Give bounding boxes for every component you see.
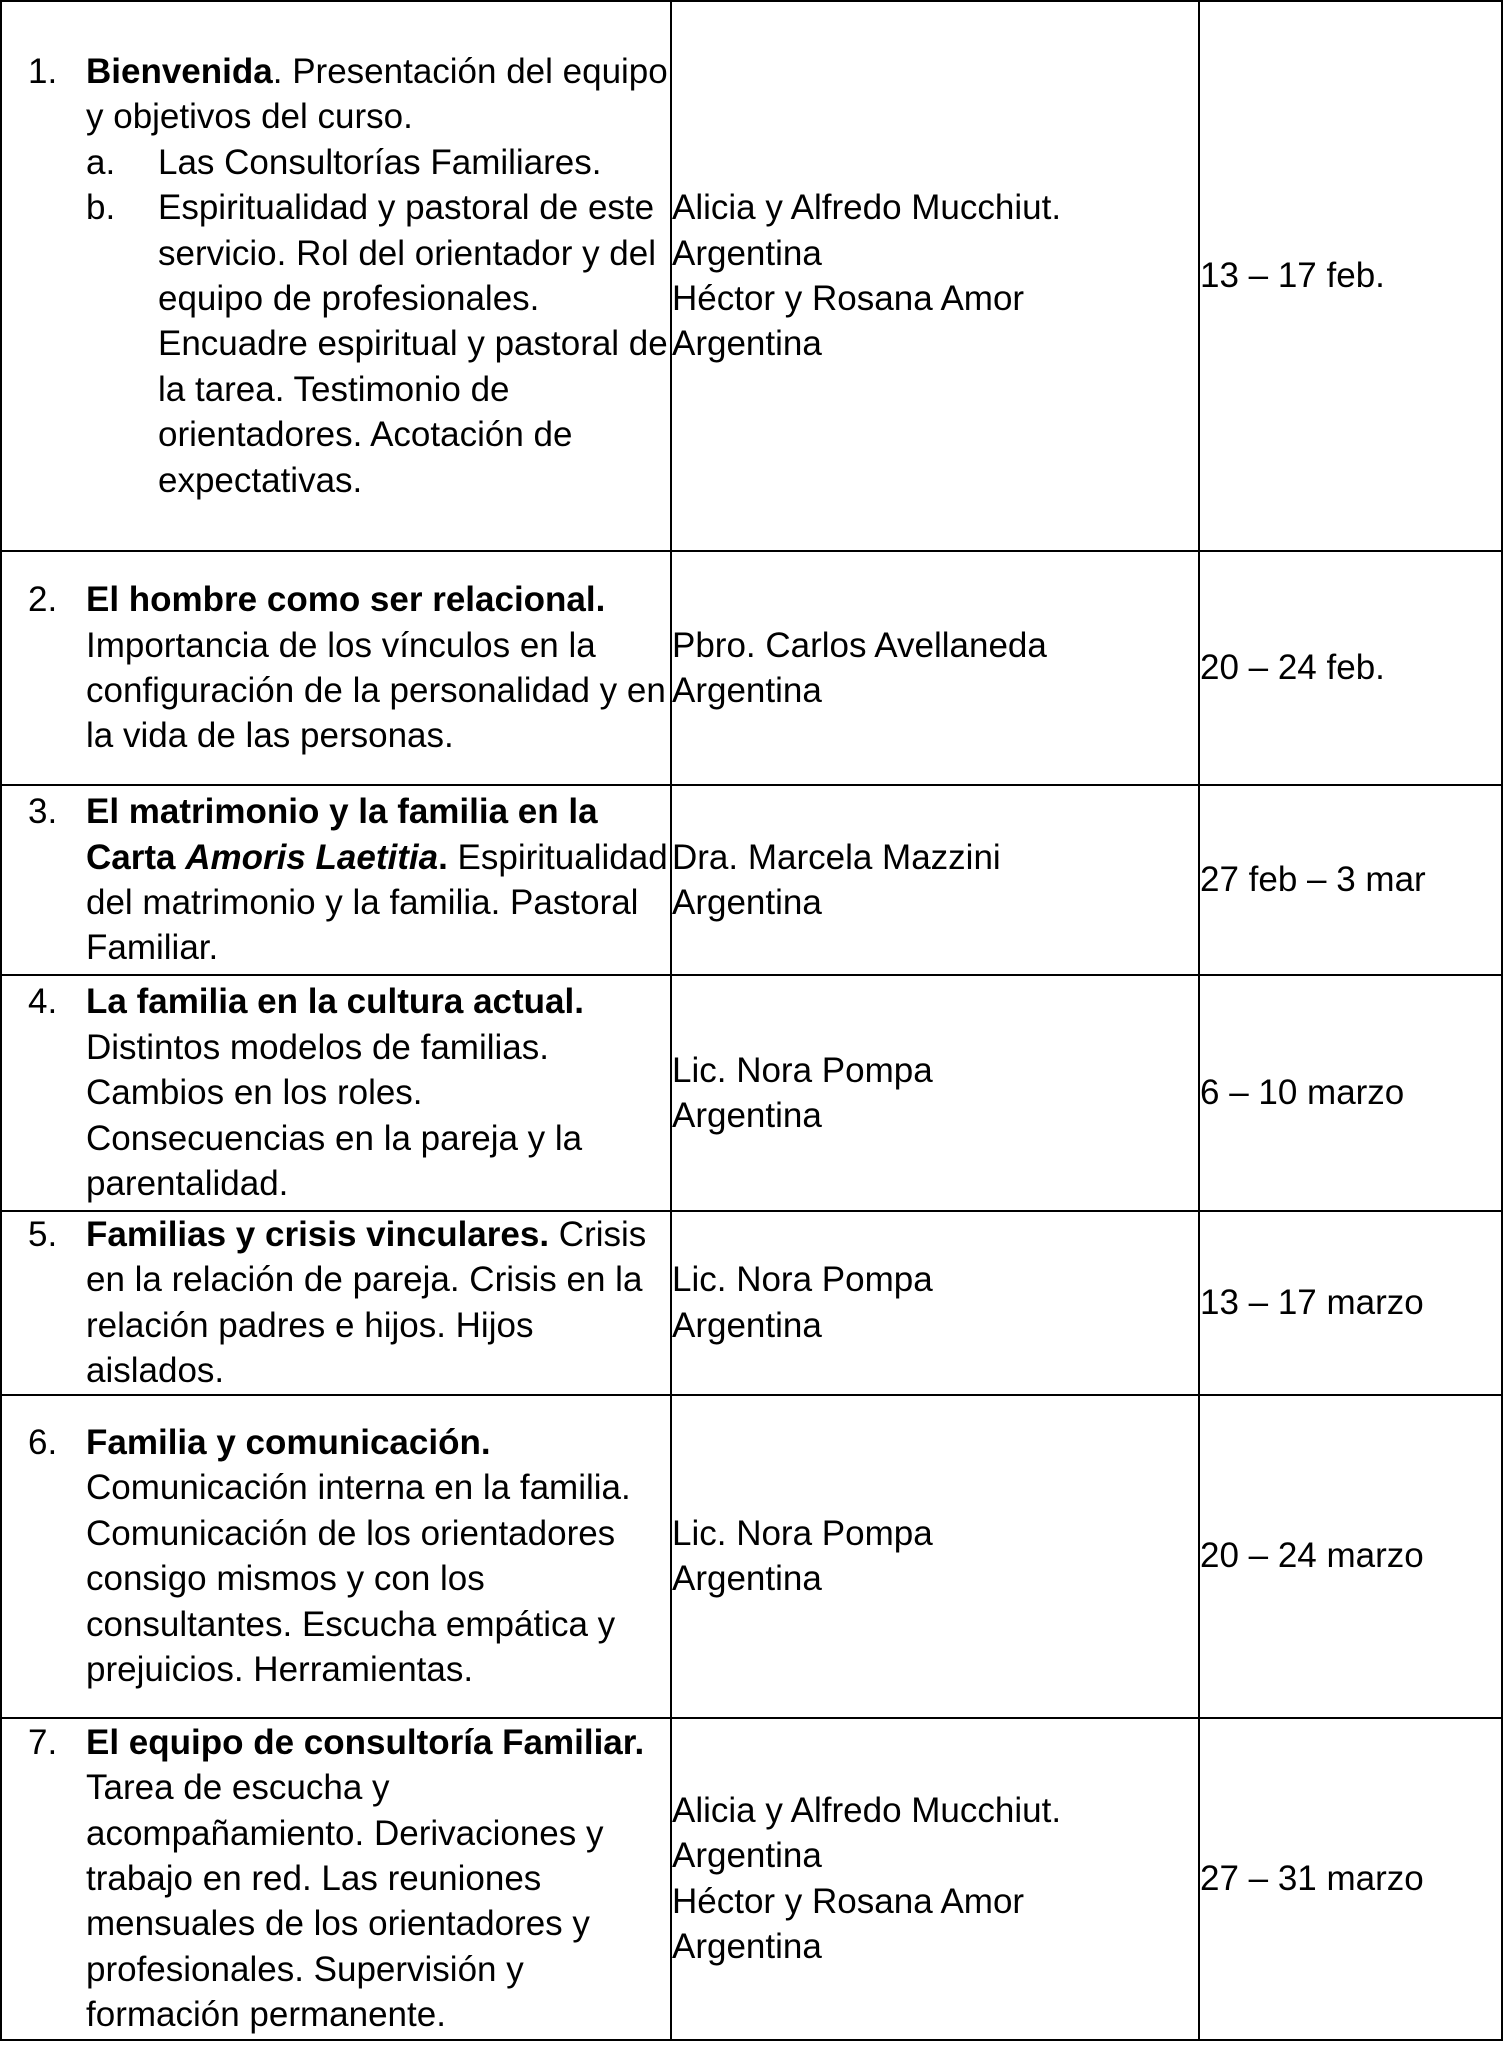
topic-number: 7. [28,1722,58,1762]
topic-cell [1,1211,671,1395]
topic-title: El matrimonio y la familia en la Carta Amoris Laetitia. [86,792,598,877]
topic-title: Familias y crisis vinculares. [86,1215,550,1254]
topic-item [2,1720,670,2038]
topic-title: Familia y comunicación. [86,1422,491,1462]
table-row [1,1718,1502,2040]
subitem-text: Espiritualidad y pastoral de este servicio. Rol del orientador y del equipo de profesionales. Encuadre espiritual y pastoral de la tarea. Testimonio de orientadores. Acotación de expectativas. [158,188,668,500]
topic-description [86,1720,670,2038]
topic-subitem [2,140,670,185]
dates-cell [1199,1395,1502,1718]
topic-text: Presentación del equipo y objetivos del curso. [86,51,668,137]
speaker-cell [671,1,1199,551]
topic-subitem [2,185,670,503]
schedule-body [1,1,1502,2040]
topic-description [86,1212,670,1394]
speaker-cell [671,975,1199,1211]
speaker-line: Argentina [672,671,822,710]
speaker-line: Lic. Nora Pompa [672,1050,933,1090]
topic-cell [1,1718,671,2040]
topic-item [2,1212,670,1394]
topic-number: 2. [28,580,58,620]
date-range: 13 – 17 feb. [1200,256,1385,296]
speaker-cell [671,1395,1199,1718]
topic-title: La familia en la cultura actual. [86,982,584,1022]
table-row [1,1211,1502,1395]
speaker-line: Argentina [672,1836,822,1876]
subitem-text: Las Consultorías Familiares. [158,142,602,182]
topic-text: Distintos modelos de familias. Cambios en los roles. Consecuencias en la pareja y la parentalidad. [86,1027,583,1204]
topic-text: Espiritualidad del matrimonio y la familia. Pastoral Familiar. [86,837,668,968]
speaker-line: Alicia y Alfredo Mucchiut. [672,188,1062,228]
speaker-line: Argentina [672,233,822,273]
topic-description [86,1420,670,1692]
dates-cell [1199,785,1502,975]
subitem-letter: b. [86,188,116,228]
topic-item [2,49,670,140]
date-range: 13 – 17 marzo [1200,1283,1424,1323]
speaker-cell [671,551,1199,785]
topic-number: 6. [28,1422,58,1462]
dates-cell [1199,975,1502,1211]
topic-number: 3. [28,792,58,832]
topic-title-end: . [272,51,283,91]
topic-description [86,577,670,759]
date-range: 6 – 10 marzo [1200,1073,1405,1113]
speaker-line: Lic. Nora Pompa [672,1260,933,1300]
table-row [1,975,1502,1211]
topic-cell [1,785,671,975]
topic-title: El hombre como ser relacional. [86,580,606,620]
topic-cell [1,551,671,785]
date-range: 27 feb – 3 mar [1200,860,1426,900]
topic-title: El equipo de consultoría Familiar. [86,1722,645,1762]
speaker-cell [671,1718,1199,2040]
subitem-letter: a. [86,142,116,182]
topic-item [2,577,670,759]
speaker-line: Pbro. Carlos Avellaneda [672,625,1047,665]
topic-text: Crisis en la relación de pareja. Crisis en la relación padres e hijos. Hijos aislados. [86,1215,647,1391]
speaker-line: Héctor y Rosana Amor [672,1881,1025,1921]
table-row [1,1395,1502,1718]
topic-number: 5. [28,1215,58,1254]
topic-title: Bienvenida [86,51,273,91]
speaker-line: Argentina [672,1927,822,1967]
dates-cell [1199,1718,1502,2040]
table-row [1,551,1502,785]
topic-number: 1. [28,51,58,91]
dates-cell [1199,551,1502,785]
topic-text: Tarea de escucha y acompañamiento. Derivaciones y trabajo en red. Las reuniones mensuales de los orientadores y profesionales. Supervisión y formación permanente. [86,1768,604,2035]
topic-text: Importancia de los vínculos en la configuración de la personalidad y en la vida de las personas. [86,625,666,756]
dates-cell [1199,1,1502,551]
topic-cell [1,1395,671,1718]
speaker-line: Argentina [672,1559,822,1599]
speaker-cell [671,785,1199,975]
speaker-line: Dra. Marcela Mazzini [672,837,1001,877]
topic-description [86,789,670,971]
date-range: 20 – 24 feb. [1200,648,1385,688]
topic-number: 4. [28,982,58,1022]
date-range: 27 – 31 marzo [1200,1858,1424,1898]
table-row [1,1,1502,551]
speaker-line: Alicia y Alfredo Mucchiut. [672,1790,1062,1830]
topic-description [86,979,670,1206]
topic-text: Comunicación interna en la familia. Comunicación de los orientadores consigo mismos y con los consultantes. Escucha empática y prejuicios. Herramientas. [86,1468,631,1689]
speaker-line: Argentina [672,1305,822,1345]
speaker-line: Lic. Nora Pompa [672,1513,933,1553]
topic-cell [1,1,671,551]
table-row [1,785,1502,975]
topic-cell [1,975,671,1211]
topic-item [2,789,670,971]
date-range: 20 – 24 marzo [1200,1536,1424,1576]
speaker-line: Argentina [672,1096,822,1135]
dates-cell [1199,1211,1502,1395]
speaker-line: Argentina [672,324,822,364]
topic-title-italic: Amoris Laetitia [185,837,439,877]
topic-description [86,49,670,140]
speaker-line: Héctor y Rosana Amor [672,279,1025,318]
speaker-cell [671,1211,1199,1395]
topic-item [2,979,670,1206]
topic-item [2,1420,670,1692]
speaker-line: Argentina [672,883,822,922]
